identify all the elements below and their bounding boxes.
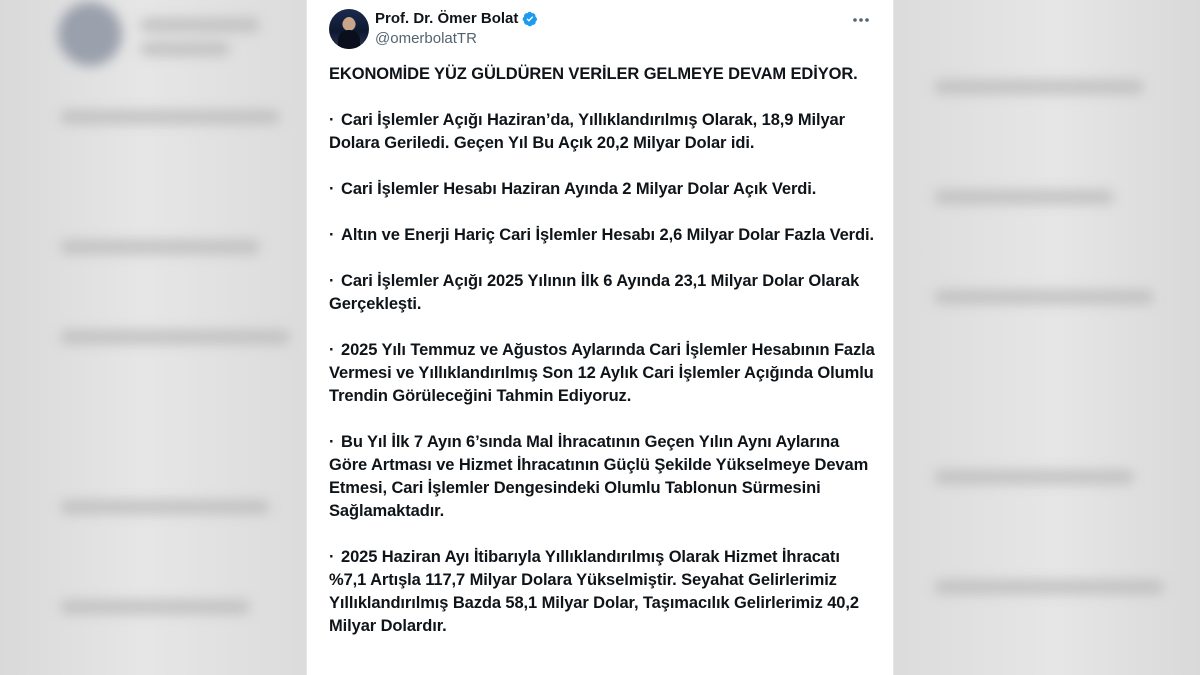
blurred-line [60,500,270,514]
blurred-line [934,80,1144,94]
tweet-text [329,63,879,661]
blurred-line [60,110,280,124]
more-options-button[interactable] [849,10,873,30]
bullet-dot: · [329,433,335,451]
bullet-dot: · [329,272,335,290]
bullet-text: 2025 Haziran Ayı İtibarıyla Yıllıklandırılmış Olarak Hizmet İhracatı %7,1 Artışla 117,7 Milyar Dolara Yükselmiştir. Seyahat Gelirlerimiz Yıllıklandırılmış Bazda 58,1 Milyar Dolar, Taşımacılık Gelirlerimiz 40,2 Milyar Dolardır. [329,548,859,635]
bullet-text: Bu Yıl İlk 7 Ayın 6’sında Mal İhracatının Geçen Yılın Aynı Aylarına Göre Artması ve Hizmet İhracatının Güçlü Şekilde Yükselmeye Devam Etmesi, Cari İşlemler Dengesindeki Olumlu Tablonun Sürmesini Sağlamaktadır. [329,433,869,520]
tweet-bullet [329,270,879,316]
bullet-dot: · [329,226,335,244]
tweet-headline: EKONOMİDE YÜZ GÜLDÜREN VERİLER GELMEYE DEVAM EDİYOR. [329,65,858,83]
tweet-bullet [329,109,879,155]
blurred-line [934,470,1134,484]
bullet-dot: · [329,111,335,129]
blurred-line [60,600,250,614]
bullet-dot: · [329,548,335,566]
bullet-text: 2025 Yılı Temmuz ve Ağustos Aylarında Cari İşlemler Hesabının Fazla Vermesi ve Yıllıklandırılmış Son 12 Aylık Cari İşlemler Açığında Olumlu Trendin Görüleceğini Tahmin Ediyoruz. [329,341,875,405]
bullet-text: Cari İşlemler Açığı Haziran’da, Yıllıklandırılmış Olarak, 18,9 Milyar Dolara Geriledi. Geçen Yıl Bu Açık 20,2 Milyar Dolar idi. [329,111,845,152]
tweet-card [306,0,894,675]
blurred-line [140,42,230,56]
author-handle[interactable]: @omerbolatTR [375,30,477,47]
tweet-bullet [329,546,879,638]
blurred-background-left [0,0,306,675]
tweet-bullet [329,178,879,201]
tweet-bullet [329,339,879,408]
blurred-line [140,18,260,32]
avatar-face [343,17,355,31]
blurred-avatar [58,2,122,66]
blurred-background-right [894,0,1200,675]
more-horizontal-icon [852,17,870,23]
author-avatar[interactable] [329,9,369,49]
bullet-dot: · [329,180,335,198]
tweet-bullet [329,224,879,247]
blurred-line [934,190,1114,204]
bullet-text: Cari İşlemler Hesabı Haziran Ayında 2 Milyar Dolar Açık Verdi. [341,180,817,198]
blurred-line [60,240,260,254]
blurred-line [60,330,290,344]
verified-badge-icon [522,11,538,27]
tweet-bullet [329,431,879,523]
bullet-text: Altın ve Enerji Hariç Cari İşlemler Hesabı 2,6 Milyar Dolar Fazla Verdi. [341,226,874,244]
blurred-line [934,290,1154,304]
blurred-line [934,580,1164,594]
bullet-dot: · [329,341,335,359]
bullet-text: Cari İşlemler Açığı 2025 Yılının İlk 6 Ayında 23,1 Milyar Dolar Olarak Gerçekleşti. [329,272,860,313]
author-display-name[interactable]: Prof. Dr. Ömer Bolat [375,10,519,27]
author-name-row [375,10,538,27]
avatar-suit [338,30,360,49]
